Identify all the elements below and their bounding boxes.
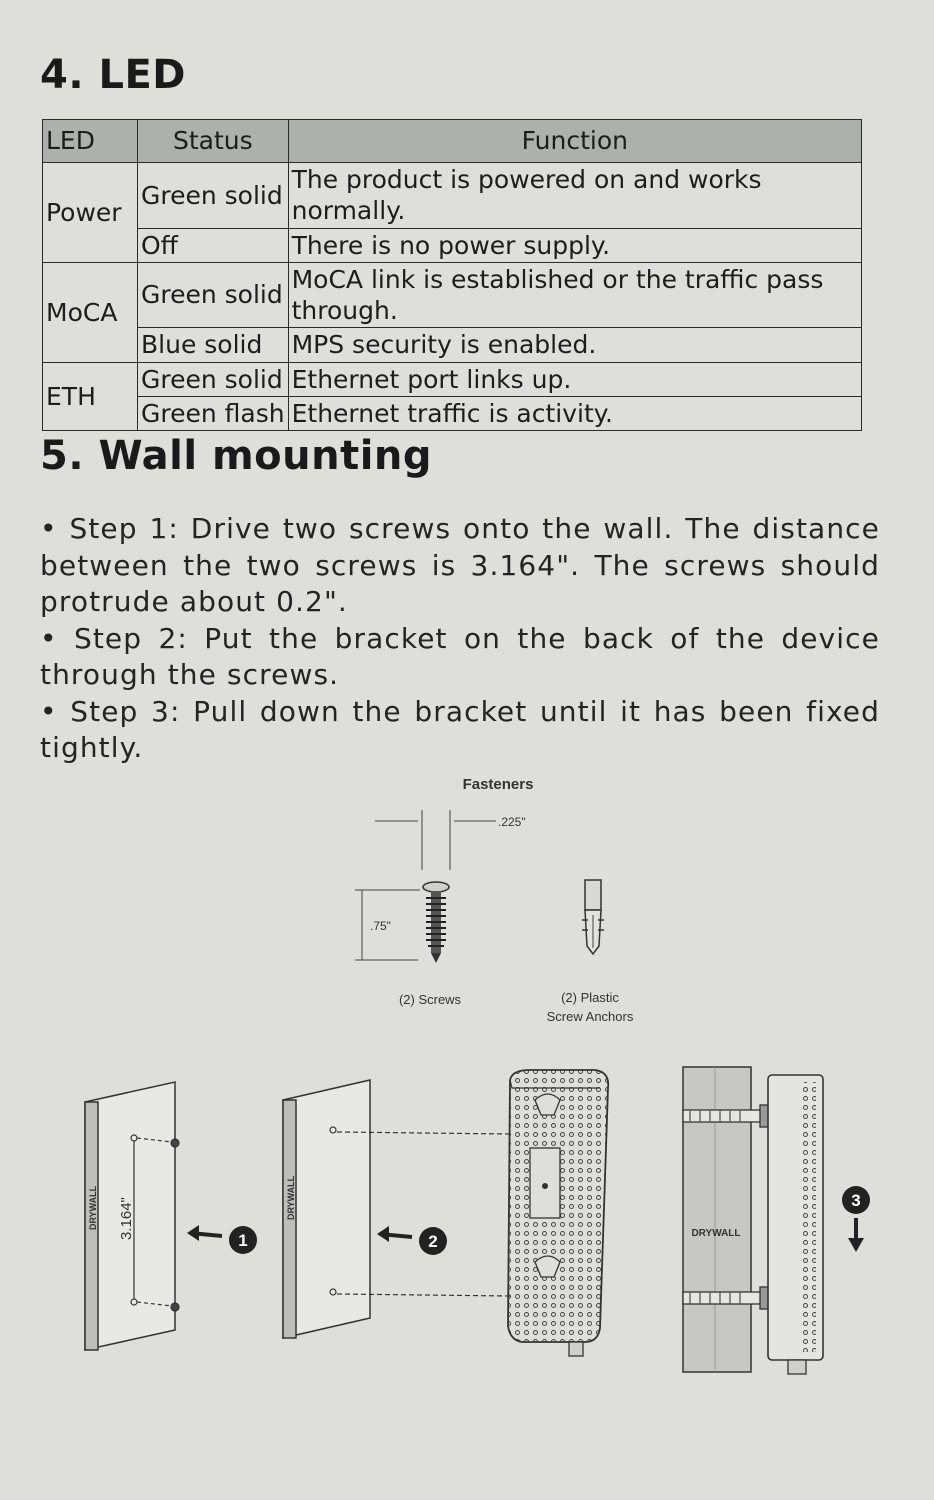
- device-back-view: [508, 1070, 608, 1356]
- led-name-eth: ETH: [43, 362, 138, 431]
- function-cell: MoCA link is established or the traffic pass through.: [288, 262, 861, 328]
- mounting-steps: [40, 511, 880, 767]
- step-2-text: • Step 2: Put the bracket on the back of the device through the screws.: [40, 621, 880, 691]
- section-title-led: 4. LED: [40, 52, 186, 98]
- step-number-2: 2: [428, 1232, 438, 1251]
- function-cell: There is no power supply.: [288, 228, 861, 262]
- screw-spacing-label: 3.164": [118, 1197, 135, 1240]
- plastic-anchor-icon: [582, 880, 604, 954]
- column-header-function: Function: [288, 120, 861, 163]
- table-row: [43, 362, 862, 396]
- screws-label: (2) Screws: [398, 992, 462, 1007]
- drywall-panel-2: [283, 1080, 370, 1338]
- table-row: [43, 328, 862, 362]
- table-row: [43, 163, 862, 229]
- function-cell: MPS security is enabled.: [288, 328, 861, 362]
- device-side-view: [768, 1075, 823, 1374]
- function-cell: The product is powered on and works normally.: [288, 163, 861, 229]
- led-name-power: Power: [43, 163, 138, 263]
- status-cell: Green flash: [138, 396, 289, 430]
- column-header-status: Status: [138, 120, 289, 163]
- table-row: [43, 262, 862, 328]
- table-row: [43, 228, 862, 262]
- dimension-length: .75": [370, 919, 391, 933]
- drywall-label-3: DRYWALL: [691, 1228, 741, 1239]
- wall-mounting-diagram: [0, 770, 934, 1390]
- drywall-label-1: DRYWALL: [88, 1185, 98, 1230]
- function-cell: Ethernet port links up.: [288, 362, 861, 396]
- status-cell: Green solid: [138, 362, 289, 396]
- anchors-label-line-2: Screw Anchors: [546, 1009, 634, 1024]
- status-cell: Off: [138, 228, 289, 262]
- table-row: [43, 396, 862, 430]
- table-header-row: [43, 120, 862, 163]
- led-status-table: [42, 119, 862, 431]
- anchors-label-line-1: (2) Plastic: [561, 990, 619, 1005]
- step-3-text: • Step 3: Pull down the bracket until it has been fixed tightly.: [40, 694, 880, 764]
- screw-icon: [423, 882, 449, 963]
- step-number-1: 1: [238, 1231, 248, 1250]
- section-title-wall-mounting: 5. Wall mounting: [40, 433, 433, 479]
- status-cell: Green solid: [138, 163, 289, 229]
- column-header-led: LED: [43, 120, 138, 163]
- fasteners-title: Fasteners: [462, 776, 534, 793]
- status-cell: Green solid: [138, 262, 289, 328]
- step-1-text: • Step 1: Drive two screws onto the wall. The distance between the two screws is 3.164". The screws should protrude about 0.2".: [40, 512, 880, 618]
- step-number-3: 3: [851, 1191, 861, 1210]
- function-cell: Ethernet traffic is activity.: [288, 396, 861, 430]
- led-name-moca: MoCA: [43, 262, 138, 362]
- drywall-label-2: DRYWALL: [286, 1175, 296, 1220]
- status-cell: Blue solid: [138, 328, 289, 362]
- dimension-width: .225": [498, 815, 526, 829]
